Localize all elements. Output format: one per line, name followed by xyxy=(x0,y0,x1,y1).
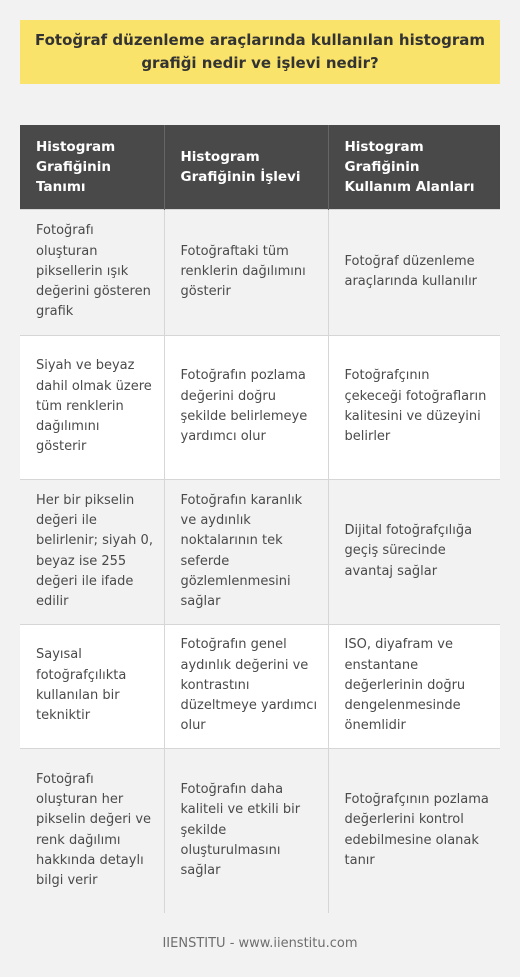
table-row xyxy=(20,748,500,913)
table-header-row xyxy=(20,125,500,209)
header-definition: Histogram Grafiğinin Tanımı xyxy=(20,125,164,209)
table-cell: Fotoğrafın pozlama değerini doğru şekilde belirlemeye yardımcı olur xyxy=(164,335,328,479)
table-cell: Fotoğrafın daha kaliteli ve etkili bir şekilde oluşturulmasını sağlar xyxy=(164,748,328,913)
table-row xyxy=(20,479,500,624)
header-usage-areas: Histogram Grafiğinin Kullanım Alanları xyxy=(328,125,500,209)
table-cell: Fotoğraf düzenleme araçlarında kullanılır xyxy=(328,209,500,335)
table-cell: ISO, diyafram ve enstantane değerlerinin doğru dengelenmesinde önemlidir xyxy=(328,624,500,748)
table-cell: Fotoğraftaki tüm renklerin dağılımını gösterir xyxy=(164,209,328,335)
header-function: Histogram Grafiğinin İşlevi xyxy=(164,125,328,209)
title-banner xyxy=(20,20,500,84)
table-cell: Siyah ve beyaz dahil olmak üzere tüm renklerin dağılımını gösterir xyxy=(20,335,164,479)
table-cell: Her bir pikselin değeri ile belirlenir; siyah 0, beyaz ise 255 değeri ile ifade edilir xyxy=(20,479,164,624)
table-cell: Fotoğrafçının pozlama değerlerini kontrol edebilmesine olanak tanır xyxy=(328,748,500,913)
table-row xyxy=(20,624,500,748)
table-cell: Fotoğrafçının çekeceği fotoğrafların kalitesini ve düzeyini belirler xyxy=(328,335,500,479)
table-row xyxy=(20,209,500,335)
page-title: Fotoğraf düzenleme araçlarında kullanılan histogram grafiği nedir ve işlevi nedir? xyxy=(34,31,485,72)
table-cell: Dijital fotoğrafçılığa geçiş sürecinde avantaj sağlar xyxy=(328,479,500,624)
table-cell: Fotoğrafın karanlık ve aydınlık noktalarının tek seferde gözlemlenmesini sağlar xyxy=(164,479,328,624)
table-cell: Sayısal fotoğrafçılıkta kullanılan bir tekniktir xyxy=(20,624,164,748)
table-cell: Fotoğrafı oluşturan piksellerin ışık değerini gösteren grafik xyxy=(20,209,164,335)
info-table xyxy=(20,125,500,913)
footer-credit: IIENSTITU - www.iienstitu.com xyxy=(162,936,358,951)
table-row xyxy=(20,335,500,479)
table-cell: Fotoğrafın genel aydınlık değerini ve kontrastını düzeltmeye yardımcı olur xyxy=(164,624,328,748)
table-cell: Fotoğrafı oluşturan her pikselin değeri ve renk dağılımı hakkında detaylı bilgi verir xyxy=(20,748,164,913)
